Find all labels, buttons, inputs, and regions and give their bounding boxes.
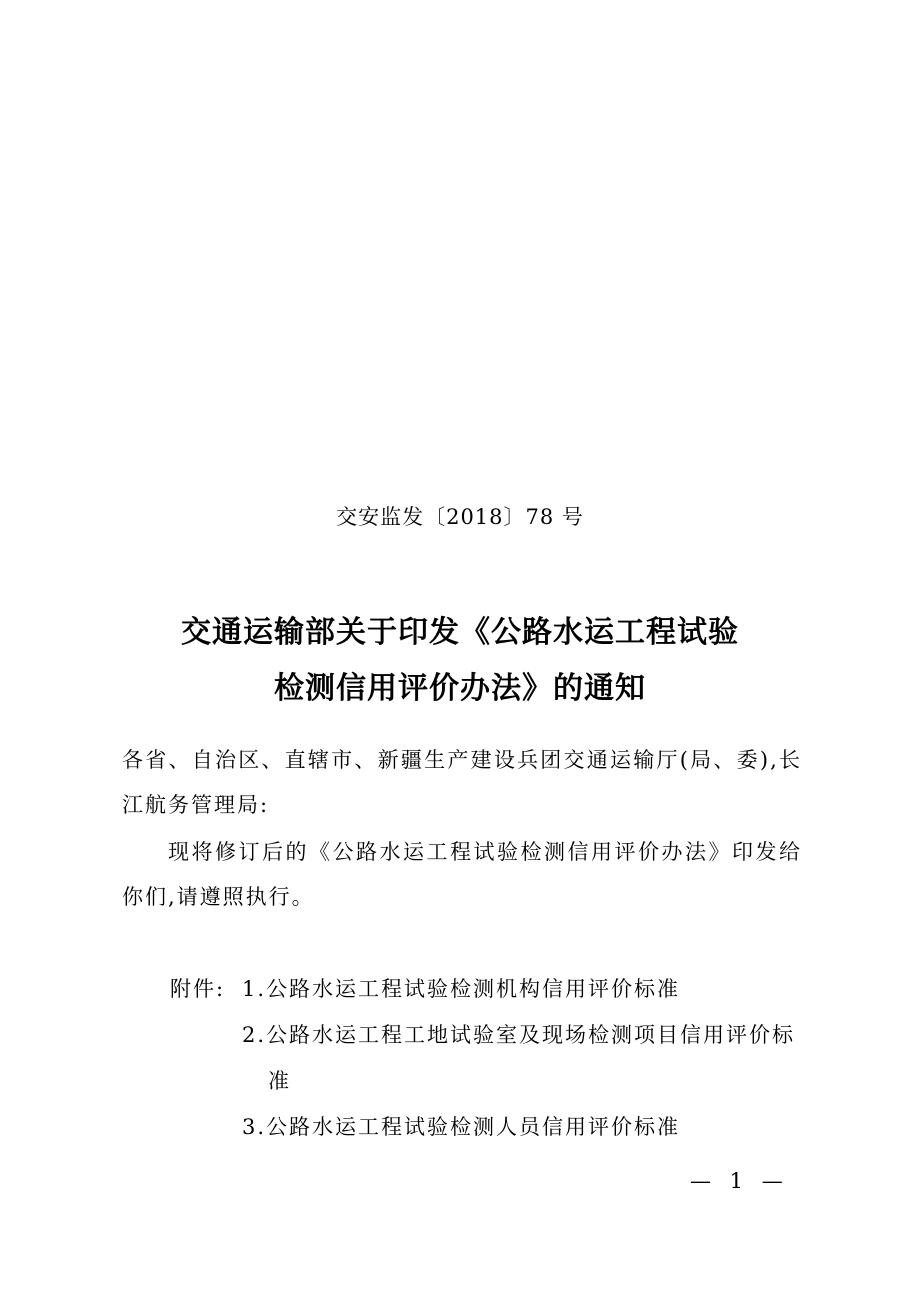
attachment-item-2: 2.公路水运工程工地试验室及现场检测项目信用评价标准 <box>242 1023 796 1093</box>
attachments-list <box>170 966 810 1150</box>
body-paragraph: 现将修订后的《公路水运工程试验检测信用评价办法》印发给你们,请遵照执行。 <box>122 840 802 909</box>
title-line-1: 交通运输部关于印发《公路水运工程试验 <box>181 615 739 650</box>
attachment-row <box>170 1012 810 1104</box>
attachment-item-1: 1.公路水运工程试验检测机构信用评价标准 <box>242 977 681 1001</box>
document-number: 交安监发〔2018〕78 号 <box>336 505 584 529</box>
document-title <box>0 605 920 717</box>
attachment-item-3: 3.公路水运工程试验检测人员信用评价标准 <box>242 1115 681 1139</box>
attachment-row <box>170 966 810 1012</box>
addressee: 各省、自治区、直辖市、新疆生产建设兵团交通运输厅(局、委),长江航务管理局: <box>122 748 802 817</box>
title-line-2: 检测信用评价办法》的通知 <box>274 671 646 706</box>
attachment-row <box>170 1104 810 1150</box>
page-number: — 1 — <box>690 1169 789 1193</box>
attachments-label: 附件: <box>170 977 226 1001</box>
